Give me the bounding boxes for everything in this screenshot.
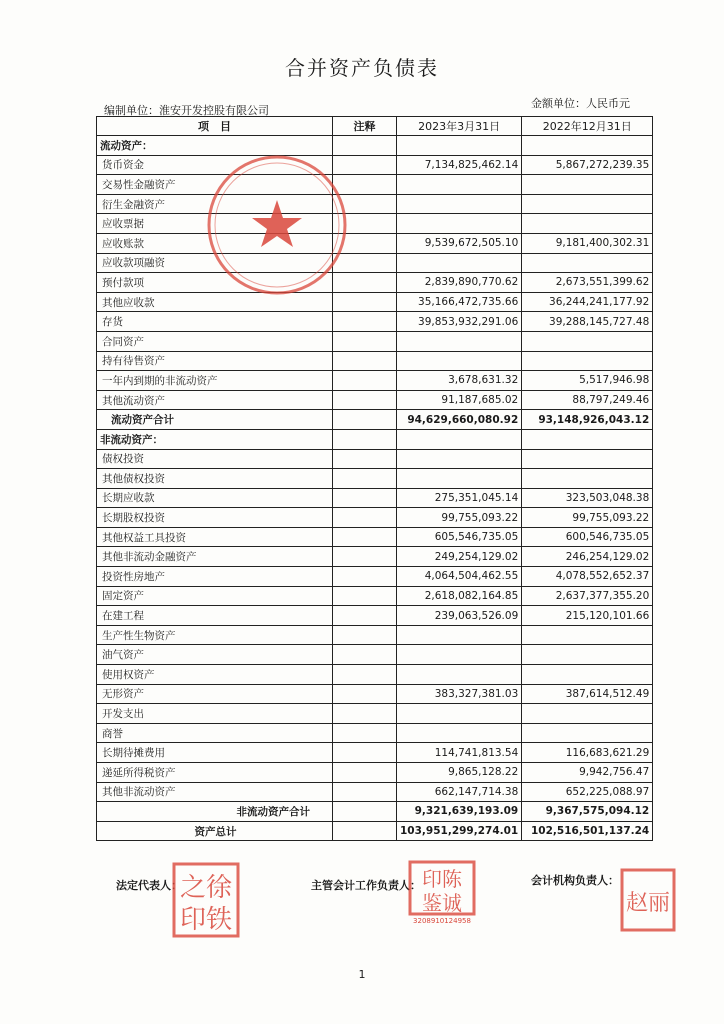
row-note-cell (333, 508, 397, 528)
row-note-cell (333, 665, 397, 685)
row-note-cell (333, 684, 397, 704)
row-value-2023 (397, 194, 522, 214)
header-note: 注释 (333, 117, 397, 136)
row-value-2023 (397, 645, 522, 665)
row-item-label: 应收票据 (97, 214, 333, 234)
row-value-2022: 116,683,621.29 (522, 743, 653, 763)
row-value-2022: 5,517,946.98 (522, 371, 653, 391)
row-item-label: 交易性金融资产 (97, 175, 333, 195)
table-row (97, 606, 653, 626)
row-value-2023: 9,539,672,505.10 (397, 233, 522, 253)
row-value-2023: 103,951,299,274.01 (397, 821, 522, 841)
table-body (97, 136, 653, 841)
row-value-2022: 9,367,575,094.12 (522, 802, 653, 822)
table-row (97, 410, 653, 430)
row-item-label: 持有待售资产 (97, 351, 333, 371)
row-item-label: 其他应收款 (97, 292, 333, 312)
svg-text:鉴诚: 鉴诚 (422, 891, 462, 915)
row-value-2023: 7,134,825,462.14 (397, 155, 522, 175)
row-value-2023 (397, 253, 522, 273)
row-value-2023: 605,546,735.05 (397, 527, 522, 547)
row-item-label: 生产性生物资产 (97, 625, 333, 645)
table-row (97, 429, 653, 449)
row-note-cell (333, 625, 397, 645)
row-value-2023: 9,321,639,193.09 (397, 802, 522, 822)
row-value-2023 (397, 469, 522, 489)
table-row (97, 567, 653, 587)
row-value-2023 (397, 625, 522, 645)
row-value-2023: 275,351,045.14 (397, 488, 522, 508)
table-row (97, 723, 653, 743)
row-value-2022: 600,546,735.05 (522, 527, 653, 547)
row-value-2023: 2,618,082,164.85 (397, 586, 522, 606)
row-item-label: 其他非流动资产 (97, 782, 333, 802)
table-row (97, 449, 653, 469)
row-value-2023: 2,839,890,770.62 (397, 273, 522, 293)
row-value-2022 (522, 175, 653, 195)
page-title: 合并资产负债表 (285, 56, 439, 80)
table-row (97, 253, 653, 273)
table-row (97, 175, 653, 195)
row-item-label: 衍生金融资产 (97, 194, 333, 214)
row-value-2023: 4,064,504,462.55 (397, 567, 522, 587)
row-value-2022 (522, 469, 653, 489)
row-value-2023: 99,755,093.22 (397, 508, 522, 528)
table-row (97, 488, 653, 508)
table-row (97, 273, 653, 293)
table-row (97, 625, 653, 645)
table-row (97, 214, 653, 234)
row-value-2022: 215,120,101.66 (522, 606, 653, 626)
header-col-2022: 2022年12月31日 (522, 117, 653, 136)
legal-rep-seal-stamp (172, 862, 240, 938)
row-item-label: 使用权资产 (97, 665, 333, 685)
table-row (97, 763, 653, 783)
header-col-2023: 2023年3月31日 (397, 117, 522, 136)
row-value-2023 (397, 449, 522, 469)
row-value-2022: 387,614,512.49 (522, 684, 653, 704)
row-item-label: 油气资产 (97, 645, 333, 665)
row-note-cell (333, 704, 397, 724)
row-value-2022: 5,867,272,239.35 (522, 155, 653, 175)
table-row (97, 704, 653, 724)
table-header-row (97, 117, 653, 136)
row-note-cell (333, 802, 397, 822)
row-value-2022 (522, 625, 653, 645)
compiler-unit: 编制单位：淮安开发控股有限公司 (104, 104, 269, 117)
row-item-label: 投资性房地产 (97, 567, 333, 587)
table-row (97, 390, 653, 410)
row-value-2023: 114,741,813.54 (397, 743, 522, 763)
row-value-2022: 93,148,926,043.12 (522, 410, 653, 430)
row-item-label: 长期股权投资 (97, 508, 333, 528)
row-note-cell (333, 312, 397, 332)
page-number: 1 (358, 968, 366, 981)
row-item-label: 非流动资产： (97, 429, 333, 449)
table-row (97, 194, 653, 214)
row-item-label: 货币资金 (97, 155, 333, 175)
row-item-label: 无形资产 (97, 684, 333, 704)
table-row (97, 508, 653, 528)
table-row (97, 351, 653, 371)
row-value-2022: 4,078,552,652.37 (522, 567, 653, 587)
row-note-cell (333, 469, 397, 489)
row-value-2023: 39,853,932,291.06 (397, 312, 522, 332)
row-item-label: 递延所得税资产 (97, 763, 333, 783)
table-row (97, 312, 653, 332)
row-item-label: 商誉 (97, 723, 333, 743)
table-row (97, 547, 653, 567)
table-row (97, 292, 653, 312)
row-value-2023: 383,327,381.03 (397, 684, 522, 704)
row-value-2023 (397, 136, 522, 156)
table-row (97, 469, 653, 489)
row-value-2022: 652,225,088.97 (522, 782, 653, 802)
row-item-label: 应收账款 (97, 233, 333, 253)
row-note-cell (333, 782, 397, 802)
row-value-2022 (522, 331, 653, 351)
row-note-cell (333, 743, 397, 763)
row-note-cell (333, 645, 397, 665)
row-item-label: 流动资产合计 (97, 410, 333, 430)
row-item-label: 长期应收款 (97, 488, 333, 508)
table-row (97, 331, 653, 351)
row-value-2022 (522, 351, 653, 371)
row-value-2023: 91,187,685.02 (397, 390, 522, 410)
table-row (97, 371, 653, 391)
row-value-2022: 9,942,756.47 (522, 763, 653, 783)
row-value-2022 (522, 665, 653, 685)
row-note-cell (333, 390, 397, 410)
table-row (97, 586, 653, 606)
row-note-cell (333, 821, 397, 841)
row-value-2023: 239,063,526.09 (397, 606, 522, 626)
row-item-label: 固定资产 (97, 586, 333, 606)
row-value-2023 (397, 704, 522, 724)
row-item-label: 一年内到期的非流动资产 (97, 371, 333, 391)
table-row (97, 782, 653, 802)
row-value-2022: 36,244,241,177.92 (522, 292, 653, 312)
row-item-label: 其他流动资产 (97, 390, 333, 410)
row-note-cell (333, 586, 397, 606)
legal-rep-label: 法定代表人： (116, 879, 182, 892)
table-row (97, 136, 653, 156)
row-note-cell (333, 723, 397, 743)
row-value-2023: 3,678,631.32 (397, 371, 522, 391)
row-value-2022: 102,516,501,137.24 (522, 821, 653, 841)
row-value-2023 (397, 175, 522, 195)
row-value-2023 (397, 331, 522, 351)
table-row (97, 743, 653, 763)
row-item-label: 非流动资产合计 (97, 802, 333, 822)
row-note-cell (333, 547, 397, 567)
svg-text:3208910124958: 3208910124958 (413, 917, 471, 925)
row-value-2022 (522, 449, 653, 469)
row-item-label: 债权投资 (97, 449, 333, 469)
accounting-head-seal-stamp (620, 868, 676, 932)
row-value-2022 (522, 253, 653, 273)
row-value-2022 (522, 645, 653, 665)
row-item-label: 其他非流动金融资产 (97, 547, 333, 567)
table-row (97, 684, 653, 704)
currency-unit: 金额单位：人民币元 (531, 97, 630, 110)
row-value-2022: 2,637,377,355.20 (522, 586, 653, 606)
row-value-2023 (397, 214, 522, 234)
row-item-label: 存货 (97, 312, 333, 332)
row-value-2022 (522, 214, 653, 234)
row-item-label: 开发支出 (97, 704, 333, 724)
table-row (97, 665, 653, 685)
row-note-cell (333, 449, 397, 469)
row-value-2022: 323,503,048.38 (522, 488, 653, 508)
row-value-2023: 94,629,660,080.92 (397, 410, 522, 430)
svg-text:印陈: 印陈 (422, 867, 462, 891)
row-item-label: 长期待摊费用 (97, 743, 333, 763)
row-note-cell (333, 429, 397, 449)
row-value-2023 (397, 429, 522, 449)
row-value-2022 (522, 136, 653, 156)
row-value-2023 (397, 723, 522, 743)
svg-text:之徐: 之徐 (179, 873, 233, 903)
table-row (97, 802, 653, 822)
row-note-cell (333, 410, 397, 430)
table-row (97, 233, 653, 253)
row-note-cell (333, 763, 397, 783)
row-value-2022 (522, 723, 653, 743)
row-note-cell (333, 488, 397, 508)
row-value-2022 (522, 429, 653, 449)
row-value-2023 (397, 351, 522, 371)
row-item-label: 流动资产： (97, 136, 333, 156)
row-note-cell (333, 331, 397, 351)
row-note-cell (333, 606, 397, 626)
balance-sheet-table (96, 116, 653, 841)
row-value-2022: 246,254,129.02 (522, 547, 653, 567)
row-note-cell (333, 567, 397, 587)
row-value-2022 (522, 194, 653, 214)
row-value-2023: 9,865,128.22 (397, 763, 522, 783)
svg-text:印铁: 印铁 (179, 905, 233, 935)
table-row (97, 155, 653, 175)
row-value-2023: 662,147,714.38 (397, 782, 522, 802)
row-value-2022: 99,755,093.22 (522, 508, 653, 528)
row-note-cell (333, 527, 397, 547)
chief-accountant-seal-stamp (408, 860, 476, 926)
row-item-label: 在建工程 (97, 606, 333, 626)
table-row (97, 527, 653, 547)
chief-accountant-label: 主管会计工作负责人： (311, 879, 421, 892)
row-value-2022: 39,288,145,727.48 (522, 312, 653, 332)
row-value-2022: 9,181,400,302.31 (522, 233, 653, 253)
row-value-2023 (397, 665, 522, 685)
row-value-2023: 35,166,472,735.66 (397, 292, 522, 312)
svg-text:赵丽: 赵丽 (625, 891, 671, 916)
table-row (97, 645, 653, 665)
row-value-2022: 88,797,249.46 (522, 390, 653, 410)
row-item-label: 其他债权投资 (97, 469, 333, 489)
row-value-2022 (522, 704, 653, 724)
row-note-cell (333, 351, 397, 371)
row-item-label: 预付款项 (97, 273, 333, 293)
row-item-label: 应收款项融资 (97, 253, 333, 273)
row-item-label: 资产总计 (97, 821, 333, 841)
accounting-head-label: 会计机构负责人： (531, 874, 619, 887)
row-value-2022: 2,673,551,399.62 (522, 273, 653, 293)
row-note-cell (333, 371, 397, 391)
company-seal-stamp (200, 150, 354, 300)
header-item: 项 目 (97, 117, 333, 136)
row-item-label: 其他权益工具投资 (97, 527, 333, 547)
table-row (97, 821, 653, 841)
row-item-label: 合同资产 (97, 331, 333, 351)
row-value-2023: 249,254,129.02 (397, 547, 522, 567)
